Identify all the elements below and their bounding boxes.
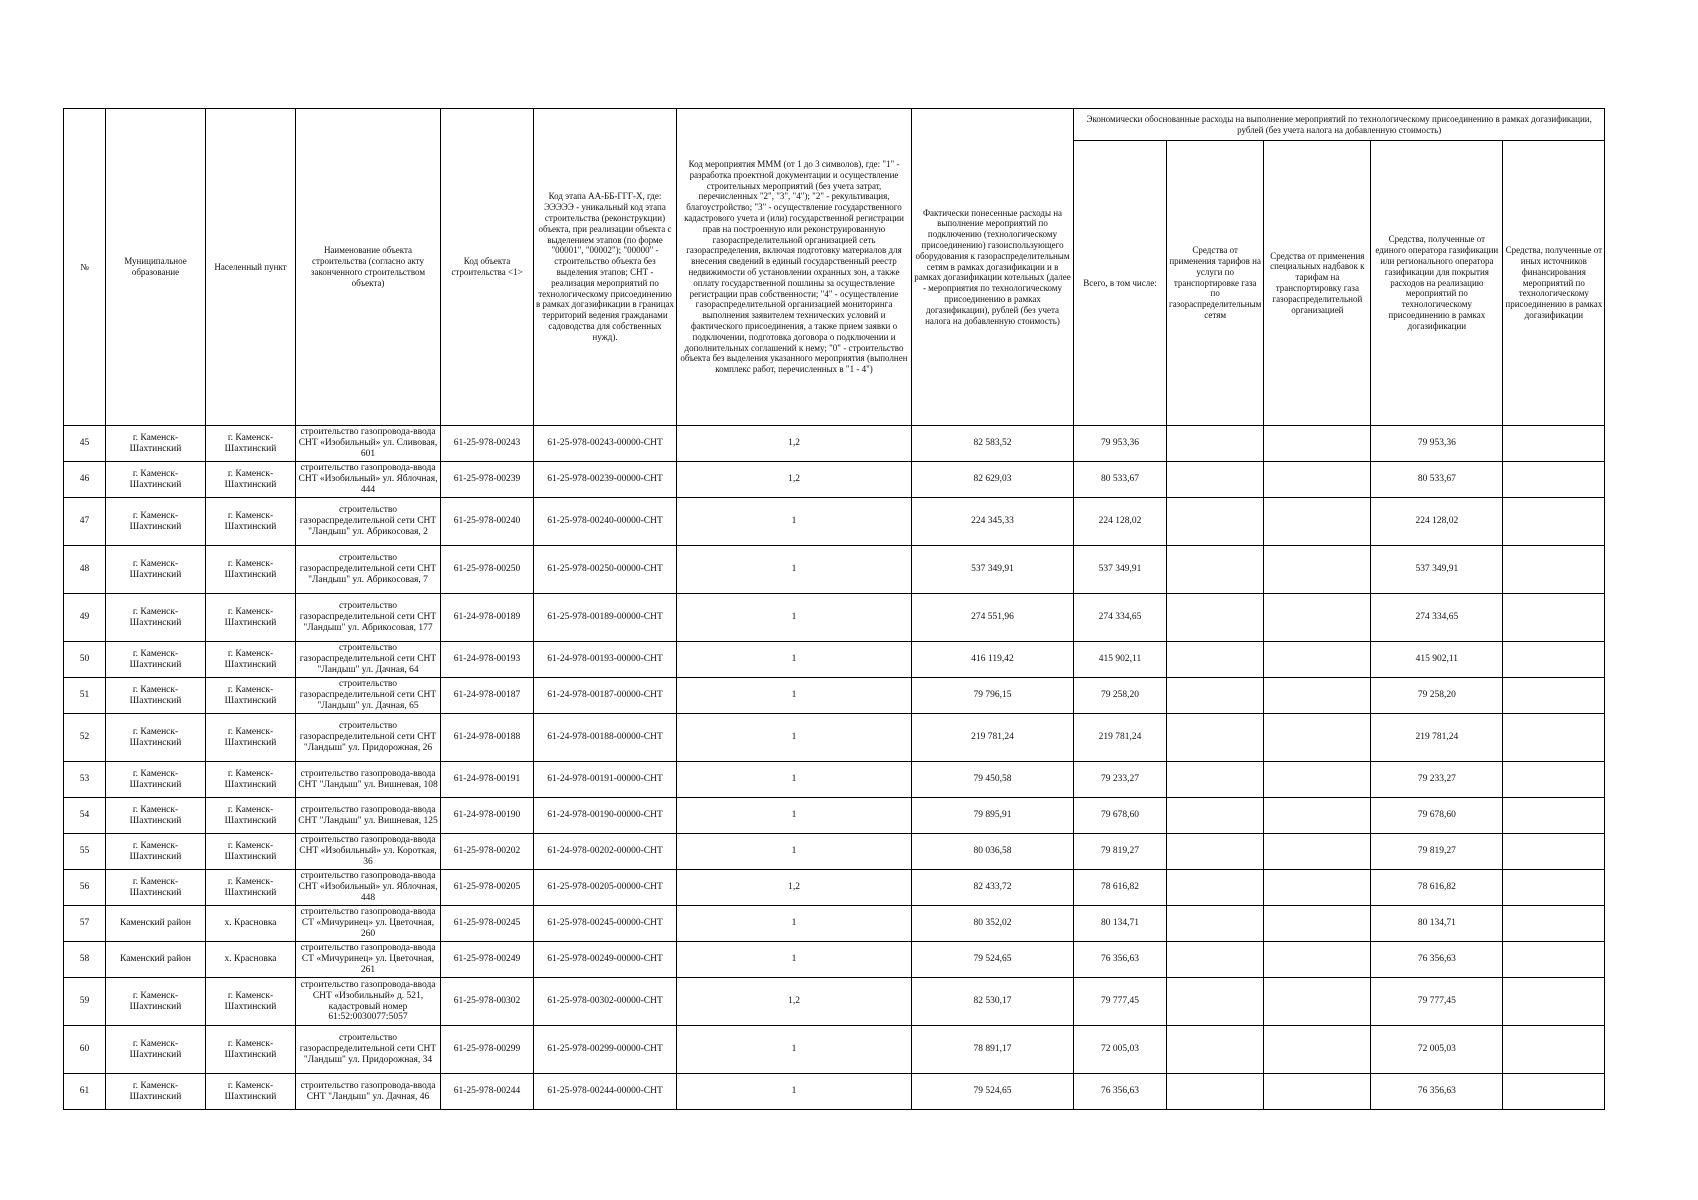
row-object-name: строительство газораспределительной сети СНТ "Ландыш" ул. Придорожная, 34 (296, 1026, 441, 1074)
row-settlement: г. Каменск-Шахтинский (206, 462, 296, 498)
row-object-code: 61-25-978-00239 (441, 462, 534, 498)
row-total: 80 533,67 (1074, 462, 1167, 498)
row-operator-funds: 76 356,63 (1371, 942, 1503, 978)
row-total: 72 005,03 (1074, 1026, 1167, 1074)
row-total: 224 128,02 (1074, 498, 1167, 546)
row-stage-code: 61-24-978-00187-00000-СНТ (534, 678, 677, 714)
row-settlement: г. Каменск-Шахтинский (206, 798, 296, 834)
header-special-surcharges: Средства от применения специальных надбавок к тарифам на транспортировку газа газораспределительной организацией (1264, 141, 1371, 426)
row-event-code: 1 (677, 594, 912, 642)
table-row (64, 1026, 1605, 1074)
row-stage-code: 61-25-978-00245-00000-СНТ (534, 906, 677, 942)
row-other-sources (1503, 1026, 1605, 1074)
row-actual-costs: 82 583,52 (912, 426, 1074, 462)
row-object-code: 61-25-978-00250 (441, 546, 534, 594)
table-row (64, 942, 1605, 978)
row-total: 537 349,91 (1074, 546, 1167, 594)
row-other-sources (1503, 870, 1605, 906)
row-object-code: 61-25-978-00243 (441, 426, 534, 462)
row-municipality: г. Каменск-Шахтинский (106, 1026, 206, 1074)
row-num: 60 (64, 1026, 106, 1074)
row-actual-costs: 224 345,33 (912, 498, 1074, 546)
table-row (64, 870, 1605, 906)
row-event-code: 1 (677, 546, 912, 594)
row-total: 79 819,27 (1074, 834, 1167, 870)
row-other-sources (1503, 498, 1605, 546)
row-event-code: 1 (677, 834, 912, 870)
row-actual-costs: 79 524,65 (912, 942, 1074, 978)
row-object-code: 61-24-978-00189 (441, 594, 534, 642)
row-special-surcharges (1264, 426, 1371, 462)
row-stage-code: 61-24-978-00188-00000-СНТ (534, 714, 677, 762)
row-tariff-transport (1167, 1074, 1264, 1110)
row-num: 58 (64, 942, 106, 978)
row-object-code: 61-25-978-00249 (441, 942, 534, 978)
row-stage-code: 61-24-978-00190-00000-СНТ (534, 798, 677, 834)
row-operator-funds: 80 134,71 (1371, 906, 1503, 942)
row-operator-funds: 78 616,82 (1371, 870, 1503, 906)
row-event-code: 1,2 (677, 978, 912, 1026)
row-operator-funds: 80 533,67 (1371, 462, 1503, 498)
row-event-code: 1 (677, 906, 912, 942)
table-row (64, 714, 1605, 762)
row-tariff-transport (1167, 642, 1264, 678)
row-stage-code: 61-25-978-00249-00000-СНТ (534, 942, 677, 978)
row-settlement: г. Каменск-Шахтинский (206, 870, 296, 906)
row-operator-funds: 79 233,27 (1371, 762, 1503, 798)
row-settlement: х. Красновка (206, 906, 296, 942)
row-object-code: 61-24-978-00190 (441, 798, 534, 834)
row-actual-costs: 537 349,91 (912, 546, 1074, 594)
table-body (64, 426, 1605, 1110)
row-other-sources (1503, 462, 1605, 498)
table-row (64, 426, 1605, 462)
row-special-surcharges (1264, 870, 1371, 906)
row-stage-code: 61-25-978-00189-00000-СНТ (534, 594, 677, 642)
header-operator-funds: Средства, полученные от единого оператора газификации или регионального оператора газификации для покрытия расходов на реализацию мероприятий по технологическому присоединению в рамках догазификации (1371, 141, 1503, 426)
header-num: № (64, 109, 106, 426)
row-object-name: строительство газопровода-ввода СНТ «Изобильный» ул. Сливовая, 601 (296, 426, 441, 462)
row-other-sources (1503, 942, 1605, 978)
row-operator-funds: 224 128,02 (1371, 498, 1503, 546)
table-row (64, 762, 1605, 798)
row-event-code: 1 (677, 762, 912, 798)
row-special-surcharges (1264, 1074, 1371, 1110)
table-row (64, 462, 1605, 498)
table-row (64, 834, 1605, 870)
header-group-economic-costs: Экономически обоснованные расходы на выполнение мероприятий по технологическому присоединению в рамках догазификации, рублей (без учета налога на добавленную стоимость) (1074, 109, 1605, 141)
row-other-sources (1503, 594, 1605, 642)
row-special-surcharges (1264, 714, 1371, 762)
row-object-code: 61-24-978-00187 (441, 678, 534, 714)
row-tariff-transport (1167, 546, 1264, 594)
row-settlement: г. Каменск-Шахтинский (206, 1074, 296, 1110)
row-stage-code: 61-24-978-00193-00000-СНТ (534, 642, 677, 678)
row-num: 59 (64, 978, 106, 1026)
row-special-surcharges (1264, 546, 1371, 594)
row-object-code: 61-24-978-00188 (441, 714, 534, 762)
header-other-sources: Средства, полученные от иных источников финансирования мероприятий по технологическому присоединению в рамках догазификации (1503, 141, 1605, 426)
row-num: 61 (64, 1074, 106, 1110)
row-object-code: 61-25-978-00245 (441, 906, 534, 942)
row-other-sources (1503, 642, 1605, 678)
row-tariff-transport (1167, 678, 1264, 714)
header-stage-code: Код этапа АА-ББ-ГГГ-Х, где: ЭЭЭЭЭ - уникальный код этапа строительства (реконструкции) объекта, при реализации объекта с выделением этапов (по форме "00001", "00002"); "00000" - строительство объекта без выделения этапов; СНТ - реализация мероприятий по технологическому присоединению в рамках догазификации в границах территорий ведения гражданами садоводства для собственных нужд). (534, 109, 677, 426)
row-municipality: г. Каменск-Шахтинский (106, 798, 206, 834)
row-object-name: строительство газопровода-ввода СНТ "Ландыш" ул. Вишневая, 125 (296, 798, 441, 834)
row-tariff-transport (1167, 834, 1264, 870)
row-tariff-transport (1167, 1026, 1264, 1074)
row-other-sources (1503, 714, 1605, 762)
row-total: 79 777,45 (1074, 978, 1167, 1026)
row-tariff-transport (1167, 462, 1264, 498)
row-municipality: г. Каменск-Шахтинский (106, 678, 206, 714)
row-tariff-transport (1167, 594, 1264, 642)
header-object-code: Код объекта строительства <1> (441, 109, 534, 426)
row-object-name: строительство газопровода-ввода СНТ "Ландыш" ул. Вишневая, 108 (296, 762, 441, 798)
row-stage-code: 61-25-978-00205-00000-СНТ (534, 870, 677, 906)
row-municipality: г. Каменск-Шахтинский (106, 642, 206, 678)
row-event-code: 1 (677, 678, 912, 714)
row-object-name: строительство газораспределительной сети СНТ "Ландыш" ул. Абрикосовая, 7 (296, 546, 441, 594)
row-other-sources (1503, 978, 1605, 1026)
row-other-sources (1503, 798, 1605, 834)
row-settlement: г. Каменск-Шахтинский (206, 426, 296, 462)
row-event-code: 1,2 (677, 462, 912, 498)
row-special-surcharges (1264, 642, 1371, 678)
row-total: 76 356,63 (1074, 1074, 1167, 1110)
row-stage-code: 61-25-978-00299-00000-СНТ (534, 1026, 677, 1074)
row-object-code: 61-25-978-00205 (441, 870, 534, 906)
row-object-name: строительство газопровода-ввода СНТ «Изобильный» ул. Яблочная, 448 (296, 870, 441, 906)
row-operator-funds: 79 953,36 (1371, 426, 1503, 462)
row-municipality: г. Каменск-Шахтинский (106, 870, 206, 906)
row-municipality: г. Каменск-Шахтинский (106, 498, 206, 546)
row-settlement: г. Каменск-Шахтинский (206, 978, 296, 1026)
row-operator-funds: 76 356,63 (1371, 1074, 1503, 1110)
row-operator-funds: 415 902,11 (1371, 642, 1503, 678)
row-special-surcharges (1264, 678, 1371, 714)
row-tariff-transport (1167, 906, 1264, 942)
row-stage-code: 61-25-978-00239-00000-СНТ (534, 462, 677, 498)
row-special-surcharges (1264, 462, 1371, 498)
table-row (64, 546, 1605, 594)
row-object-name: строительство газопровода-ввода СТ «Мичуринец» ул. Цветочная, 260 (296, 906, 441, 942)
row-total: 78 616,82 (1074, 870, 1167, 906)
row-operator-funds: 79 258,20 (1371, 678, 1503, 714)
row-num: 48 (64, 546, 106, 594)
row-object-name: строительство газораспределительной сети СНТ "Ландыш" ул. Абрикосовая, 2 (296, 498, 441, 546)
row-num: 47 (64, 498, 106, 546)
row-special-surcharges (1264, 798, 1371, 834)
row-operator-funds: 537 349,91 (1371, 546, 1503, 594)
row-special-surcharges (1264, 942, 1371, 978)
row-municipality: Каменский район (106, 906, 206, 942)
row-actual-costs: 78 891,17 (912, 1026, 1074, 1074)
row-total: 80 134,71 (1074, 906, 1167, 942)
table-row (64, 678, 1605, 714)
table-row (64, 498, 1605, 546)
row-settlement: г. Каменск-Шахтинский (206, 1026, 296, 1074)
row-num: 45 (64, 426, 106, 462)
row-tariff-transport (1167, 498, 1264, 546)
row-settlement: г. Каменск-Шахтинский (206, 714, 296, 762)
row-actual-costs: 82 530,17 (912, 978, 1074, 1026)
row-object-name: строительство газопровода-ввода СТ «Мичуринец» ул. Цветочная, 261 (296, 942, 441, 978)
row-stage-code: 61-25-978-00244-00000-СНТ (534, 1074, 677, 1110)
row-total: 76 356,63 (1074, 942, 1167, 978)
row-special-surcharges (1264, 594, 1371, 642)
row-other-sources (1503, 906, 1605, 942)
row-total: 274 334,65 (1074, 594, 1167, 642)
row-num: 53 (64, 762, 106, 798)
row-tariff-transport (1167, 942, 1264, 978)
row-total: 79 258,20 (1074, 678, 1167, 714)
row-settlement: г. Каменск-Шахтинский (206, 546, 296, 594)
row-settlement: г. Каменск-Шахтинский (206, 834, 296, 870)
row-tariff-transport (1167, 798, 1264, 834)
row-object-name: строительство газораспределительной сети СНТ "Ландыш" ул. Дачная, 64 (296, 642, 441, 678)
row-actual-costs: 79 524,65 (912, 1074, 1074, 1110)
row-event-code: 1 (677, 942, 912, 978)
header-object-name: Наименование объекта строительства (согласно акту законченного строительством объекта) (296, 109, 441, 426)
header-settlement: Населенный пункт (206, 109, 296, 426)
row-operator-funds: 72 005,03 (1371, 1026, 1503, 1074)
table-row (64, 1074, 1605, 1110)
row-object-name: строительство газопровода-ввода СНТ «Изобильный» д. 521, кадастровый номер 61:52:0030077:5057 (296, 978, 441, 1026)
row-tariff-transport (1167, 714, 1264, 762)
row-actual-costs: 274 551,96 (912, 594, 1074, 642)
row-special-surcharges (1264, 978, 1371, 1026)
row-other-sources (1503, 762, 1605, 798)
row-municipality: г. Каменск-Шахтинский (106, 978, 206, 1026)
row-object-code: 61-24-978-00191 (441, 762, 534, 798)
row-total: 79 233,27 (1074, 762, 1167, 798)
row-settlement: г. Каменск-Шахтинский (206, 642, 296, 678)
row-settlement: х. Красновка (206, 942, 296, 978)
row-tariff-transport (1167, 426, 1264, 462)
row-object-code: 61-24-978-00193 (441, 642, 534, 678)
row-object-code: 61-25-978-00302 (441, 978, 534, 1026)
row-actual-costs: 79 796,15 (912, 678, 1074, 714)
row-object-code: 61-25-978-00299 (441, 1026, 534, 1074)
row-tariff-transport (1167, 978, 1264, 1026)
row-settlement: г. Каменск-Шахтинский (206, 594, 296, 642)
row-event-code: 1,2 (677, 870, 912, 906)
row-total: 415 902,11 (1074, 642, 1167, 678)
row-object-name: строительство газораспределительной сети СНТ "Ландыш" ул. Дачная, 65 (296, 678, 441, 714)
row-tariff-transport (1167, 870, 1264, 906)
row-actual-costs: 79 895,91 (912, 798, 1074, 834)
row-event-code: 1 (677, 1026, 912, 1074)
row-actual-costs: 79 450,58 (912, 762, 1074, 798)
row-special-surcharges (1264, 834, 1371, 870)
row-object-code: 61-25-978-00240 (441, 498, 534, 546)
row-event-code: 1 (677, 798, 912, 834)
row-event-code: 1,2 (677, 426, 912, 462)
row-special-surcharges (1264, 906, 1371, 942)
row-num: 46 (64, 462, 106, 498)
row-tariff-transport (1167, 762, 1264, 798)
row-object-code: 61-25-978-00244 (441, 1074, 534, 1110)
row-num: 57 (64, 906, 106, 942)
row-object-name: строительство газораспределительной сети СНТ "Ландыш" ул. Абрикосовая, 177 (296, 594, 441, 642)
row-operator-funds: 274 334,65 (1371, 594, 1503, 642)
row-municipality: г. Каменск-Шахтинский (106, 594, 206, 642)
row-actual-costs: 416 119,42 (912, 642, 1074, 678)
row-stage-code: 61-25-978-00250-00000-СНТ (534, 546, 677, 594)
table-row (64, 978, 1605, 1026)
row-special-surcharges (1264, 498, 1371, 546)
row-num: 51 (64, 678, 106, 714)
row-object-name: строительство газопровода-ввода СНТ "Ландыш" ул. Дачная, 46 (296, 1074, 441, 1110)
row-operator-funds: 79 777,45 (1371, 978, 1503, 1026)
row-settlement: г. Каменск-Шахтинский (206, 498, 296, 546)
row-settlement: г. Каменск-Шахтинский (206, 762, 296, 798)
row-object-name: строительство газопровода-ввода СНТ «Изобильный» ул. Короткая, 36 (296, 834, 441, 870)
row-actual-costs: 82 433,72 (912, 870, 1074, 906)
gasification-costs-table (63, 108, 1605, 1110)
row-settlement: г. Каменск-Шахтинский (206, 678, 296, 714)
row-num: 49 (64, 594, 106, 642)
row-other-sources (1503, 678, 1605, 714)
row-stage-code: 61-24-978-00191-00000-СНТ (534, 762, 677, 798)
header-tariff-transport: Средства от применения тарифов на услуги по транспортировке газа по газораспределительным сетям (1167, 141, 1264, 426)
header-total: Всего, в том числе: (1074, 141, 1167, 426)
row-municipality: г. Каменск-Шахтинский (106, 426, 206, 462)
row-event-code: 1 (677, 498, 912, 546)
row-stage-code: 61-25-978-00302-00000-СНТ (534, 978, 677, 1026)
header-actual-costs: Фактически понесенные расходы на выполнение мероприятий по подключению (технологическому присоединению) газоиспользующего оборудования к газораспределительным сетям в рамках догазификации и в рамках догазификации котельных (далее - мероприятия по технологическому присоединению в рамках догазификации), рублей (без учета налога на добавленную стоимость) (912, 109, 1074, 426)
row-municipality: г. Каменск-Шахтинский (106, 714, 206, 762)
row-operator-funds: 79 819,27 (1371, 834, 1503, 870)
row-municipality: г. Каменск-Шахтинский (106, 462, 206, 498)
row-municipality: г. Каменск-Шахтинский (106, 834, 206, 870)
row-num: 55 (64, 834, 106, 870)
row-event-code: 1 (677, 1074, 912, 1110)
row-municipality: г. Каменск-Шахтинский (106, 762, 206, 798)
row-stage-code: 61-24-978-00202-00000-СНТ (534, 834, 677, 870)
row-stage-code: 61-25-978-00243-00000-СНТ (534, 426, 677, 462)
row-other-sources (1503, 426, 1605, 462)
row-other-sources (1503, 1074, 1605, 1110)
row-total: 219 781,24 (1074, 714, 1167, 762)
row-actual-costs: 82 629,03 (912, 462, 1074, 498)
row-num: 54 (64, 798, 106, 834)
row-event-code: 1 (677, 714, 912, 762)
row-actual-costs: 219 781,24 (912, 714, 1074, 762)
table-row (64, 798, 1605, 834)
row-object-name: строительство газопровода-ввода СНТ «Изобильный» ул. Яблочная, 444 (296, 462, 441, 498)
row-operator-funds: 219 781,24 (1371, 714, 1503, 762)
table-row (64, 642, 1605, 678)
row-operator-funds: 79 678,60 (1371, 798, 1503, 834)
row-object-name: строительство газораспределительной сети СНТ "Ландыш" ул. Придорожная, 26 (296, 714, 441, 762)
row-stage-code: 61-25-978-00240-00000-СНТ (534, 498, 677, 546)
row-num: 50 (64, 642, 106, 678)
row-municipality: г. Каменск-Шахтинский (106, 1074, 206, 1110)
header-event-code: Код мероприятия МММ (от 1 до 3 символов), где: "1" - разработка проектной документации и осуществление строительных мероприятий (без учета затрат, перечисленных "2", "3", "4"); "2" - рекультивация, благоустройство; "3" - осуществление государственного кадастрового учета и (или) государственной регистрации прав на построенную или реконструированную газораспределительной организацией сеть газораспределения, включая подготовку материалов для внесения сведений в единый государственный реестр недвижимости об установлении охранных зон, а также оплату государственной пошлины за осуществление регистрации прав собственности; "4" - осуществление газораспределительной организацией мониторинга выполнения заявителем технических условий и фактического присоединения, а также прием заявки о подключении, подготовка договора о подключении и дополнительных соглашений к нему; "0" - строительство объекта без выделения указанного мероприятия (выполнен комплекс работ, перечисленных в "1 - 4") (677, 109, 912, 426)
row-municipality: Каменский район (106, 942, 206, 978)
table-row (64, 906, 1605, 942)
row-special-surcharges (1264, 762, 1371, 798)
row-event-code: 1 (677, 642, 912, 678)
row-total: 79 953,36 (1074, 426, 1167, 462)
row-municipality: г. Каменск-Шахтинский (106, 546, 206, 594)
table-row (64, 594, 1605, 642)
row-other-sources (1503, 834, 1605, 870)
row-special-surcharges (1264, 1026, 1371, 1074)
row-total: 79 678,60 (1074, 798, 1167, 834)
row-other-sources (1503, 546, 1605, 594)
row-actual-costs: 80 036,58 (912, 834, 1074, 870)
header-municipality: Муниципальное образование (106, 109, 206, 426)
row-actual-costs: 80 352,02 (912, 906, 1074, 942)
row-object-code: 61-25-978-00202 (441, 834, 534, 870)
row-num: 52 (64, 714, 106, 762)
row-num: 56 (64, 870, 106, 906)
